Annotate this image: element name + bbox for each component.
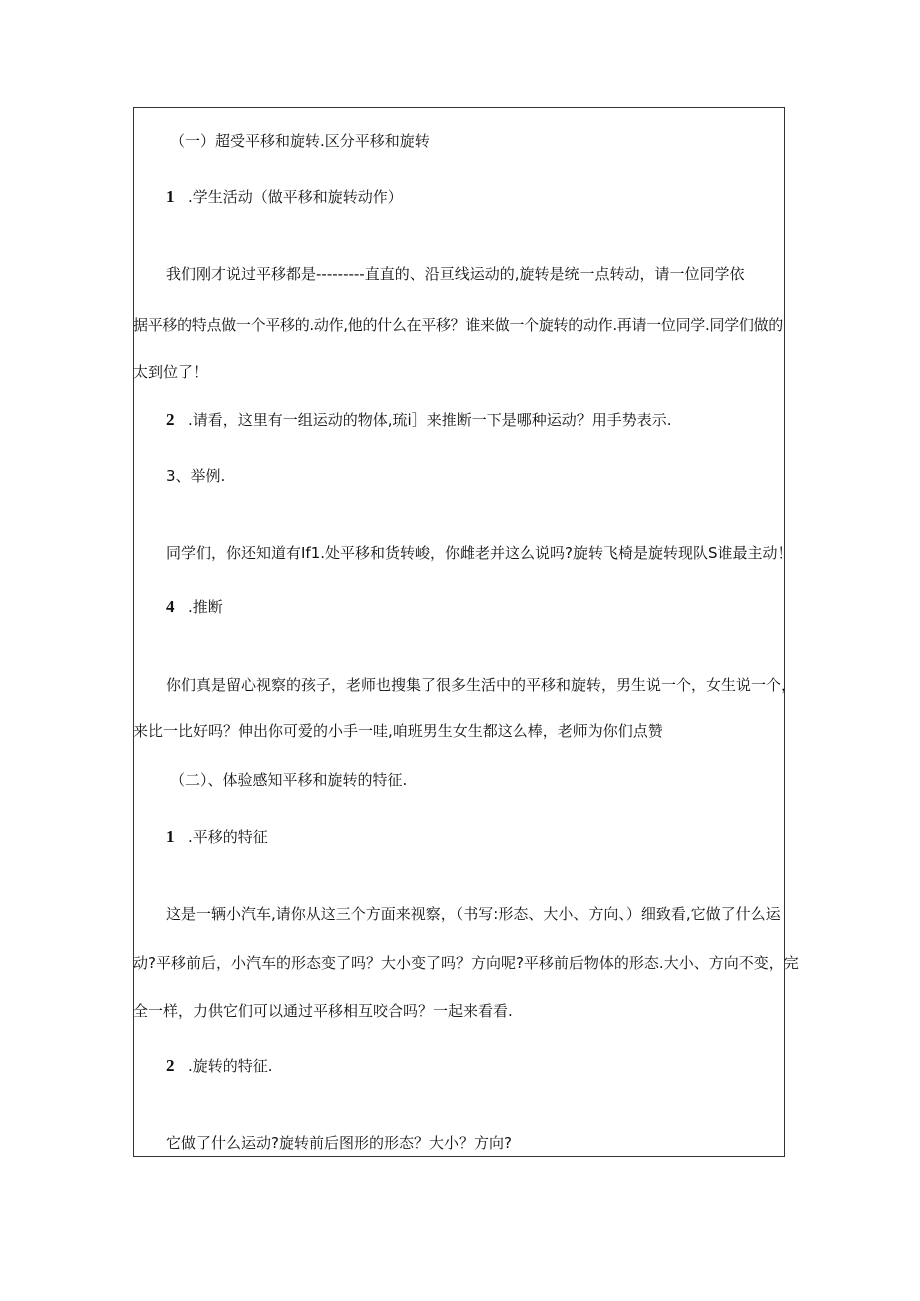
paragraph-line: 据平移的特点做一个平移的.动作,他的什么在平移？谁来做一个旋转的动作.再请一位同学.同学们做的 xyxy=(133,316,783,334)
paragraph-line: 我们刚才说过平移都是---------直直的、沿亘线运动的,旋转是统一点转动，请一位同学依 xyxy=(166,265,745,283)
item-2-rotation-features xyxy=(166,1056,273,1076)
item-4-judge xyxy=(166,597,223,617)
paragraph-line: 它做了什么运动?旋转前后图形的形态？大小？方向? xyxy=(166,1134,512,1152)
paragraph-line: 动?平移前后，小汽车的形态变了吗？大小变了吗？方向呢?平移前后物体的形态.大小、方向不变，完 xyxy=(133,954,799,972)
paragraph-line: 来比一比好吗？伸出你可爱的小手一哇,咱班男生女生都这么棒，老师为你们点赞 xyxy=(133,722,663,740)
paragraph-line: 太到位了！ xyxy=(133,363,209,381)
item-number: 1 xyxy=(166,827,175,846)
item-2-observe xyxy=(166,410,671,430)
item-text: .平移的特征 xyxy=(188,828,268,846)
item-text: .推断 xyxy=(188,598,223,616)
section-heading-2: （二）、体验感知平移和旋转的特征. xyxy=(170,771,408,789)
paragraph-line: 同学们，你还知道有If1.处平移和货转峻，你雌老并这么说吗?旋转飞椅是旋转现队S谁最主动！ xyxy=(166,544,793,562)
section-heading-1: （一）超受平移和旋转.区分平移和旋转 xyxy=(170,132,430,150)
item-text: .请看，这里有一组运动的物体,琉i］来推断一下是哪种运动？用手势表示. xyxy=(188,411,672,429)
item-number: 4 xyxy=(166,597,175,616)
item-text: .旋转的特征. xyxy=(188,1057,273,1075)
paragraph-line: 这是一辆小汽车,请你从这三个方面来视察，（书写:形态、大小、方向、）细致看,它做了什么运 xyxy=(166,905,781,923)
paragraph-line: 全一样，力供它们可以通过平移相互咬合吗？一起来看看. xyxy=(133,1002,513,1020)
item-text: .学生活动（做平移和旋转动作） xyxy=(188,188,403,206)
paragraph-line: 你们真是留心视察的孩子，老师也搜集了很多生活中的平移和旋转，男生说一个，女生说一个， xyxy=(166,676,797,694)
item-number: 2 xyxy=(166,410,175,429)
item-number: 2 xyxy=(166,1056,175,1075)
item-1-student-activity xyxy=(166,187,403,207)
item-3-examples: 3、举例. xyxy=(166,467,226,485)
item-1-translation-features xyxy=(166,827,268,847)
item-number: 1 xyxy=(166,187,175,206)
